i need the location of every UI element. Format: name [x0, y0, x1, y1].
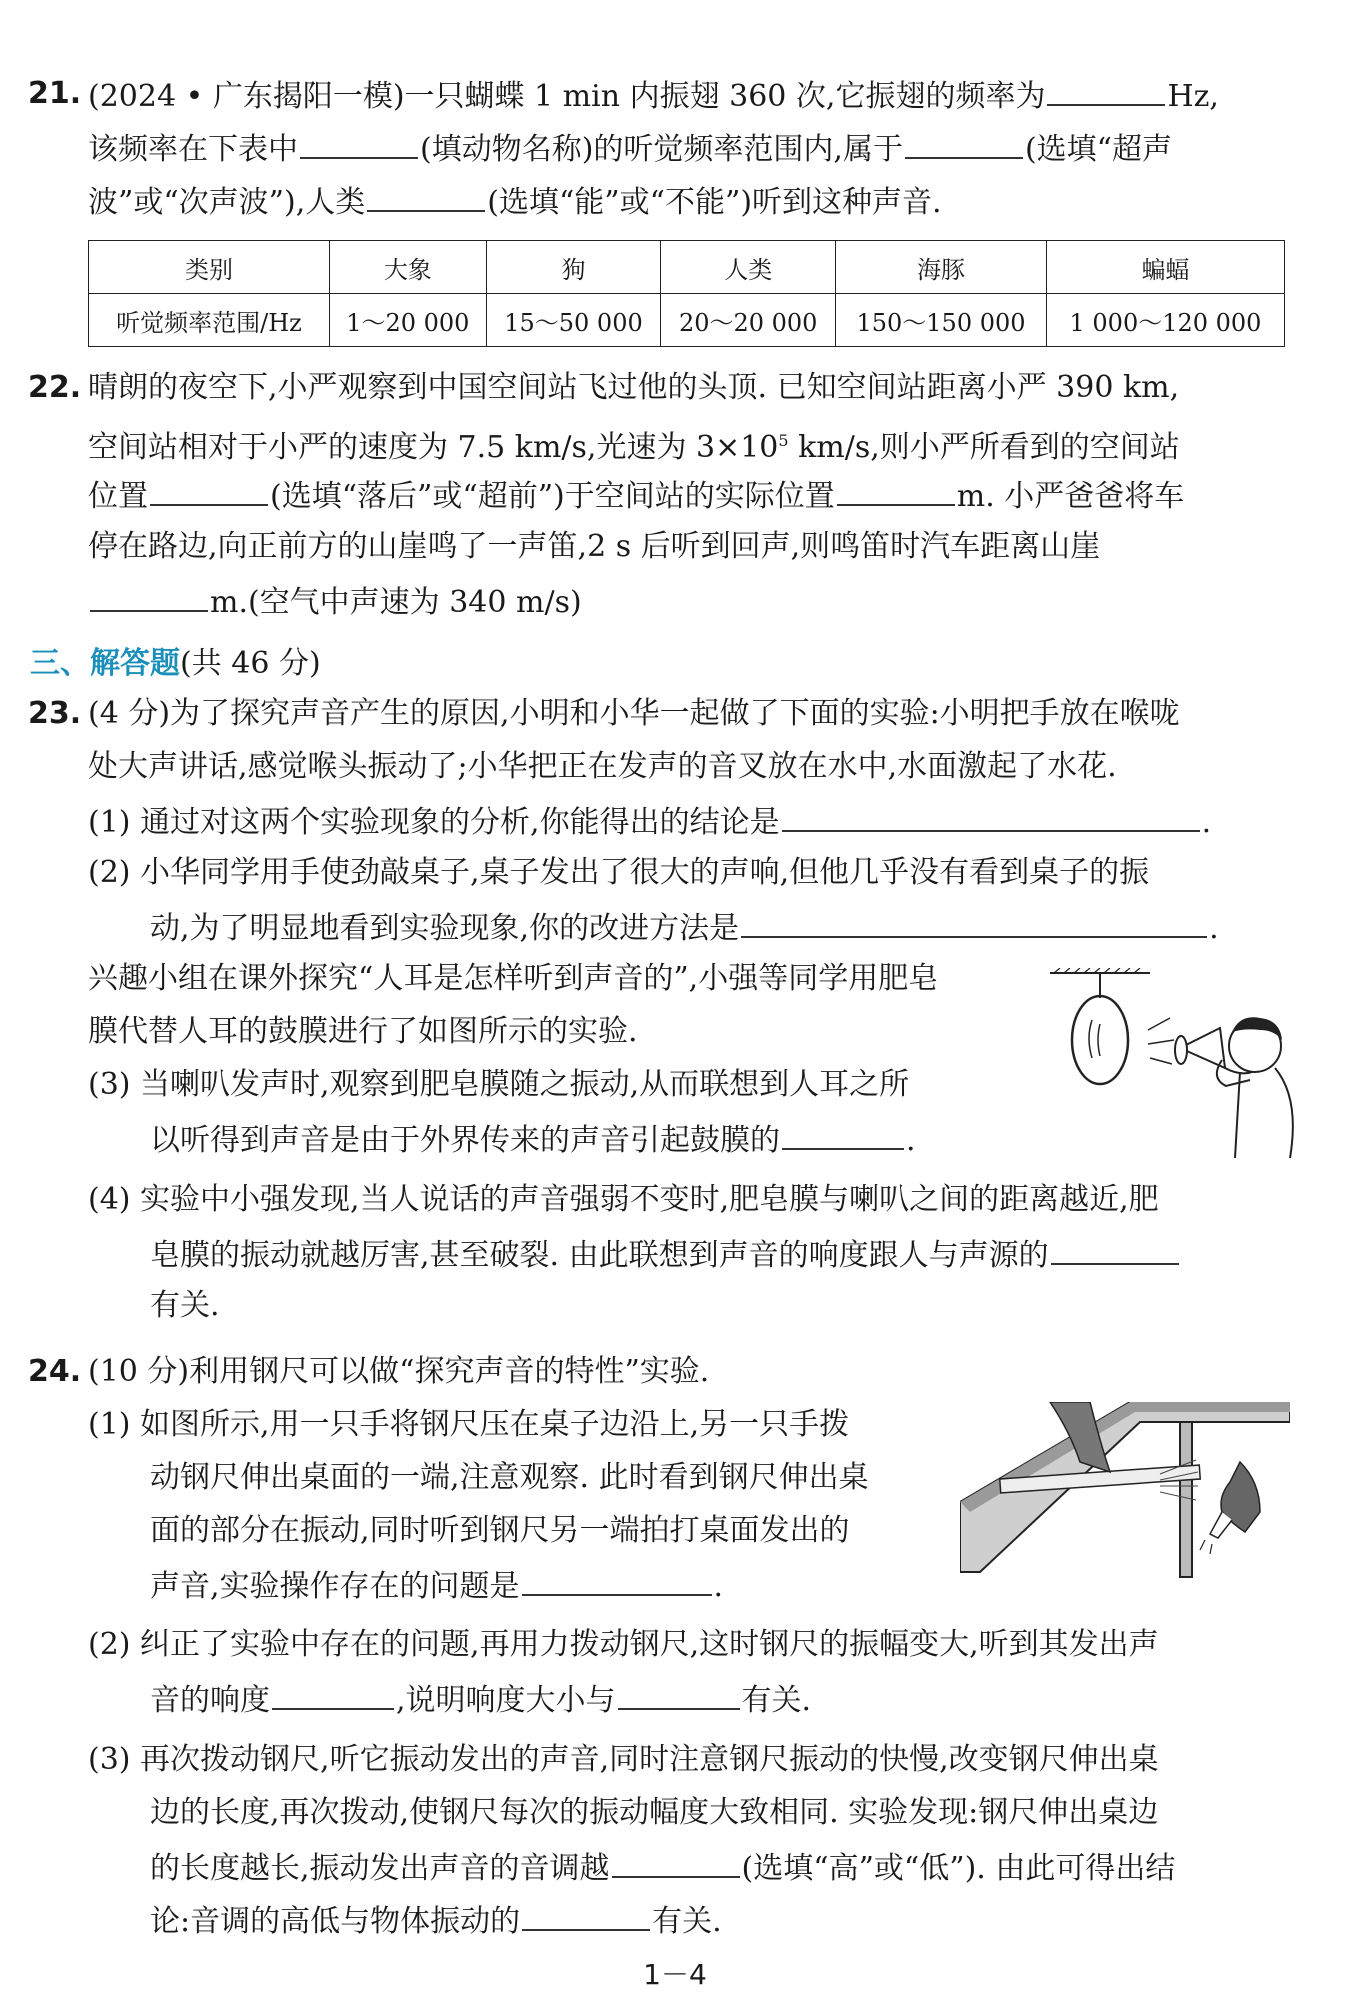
q23-period-3: .	[906, 1123, 916, 1158]
q21-line-1	[88, 74, 1219, 117]
q24-blank-3[interactable]	[618, 1678, 740, 1710]
q24-blank-5[interactable]	[522, 1899, 650, 1931]
q22-text-2b: km/s,则小严所看到的空间站	[788, 430, 1180, 465]
q24-part-2b	[150, 1678, 811, 1721]
table-header-row	[89, 241, 1285, 294]
q21-line-2	[88, 127, 1172, 170]
q24-part-1c: 面的部分在振动,同时听到钢尺另一端拍打桌面发出的	[150, 1513, 850, 1548]
table-cell: 1～20 000	[330, 294, 487, 347]
q23-part-4a: (4) 实验中小强发现,当人说话的声音强弱不变时,肥皂膜与喇叭之间的距离越近,肥	[88, 1182, 1159, 1217]
q24-part-2d-text: 有关.	[741, 1683, 812, 1718]
q24-part-3b: 边的长度,再次拨动,使钢尺每次的振动幅度大致相同. 实验发现:钢尺伸出桌边	[150, 1795, 1159, 1830]
q23-part-1	[88, 800, 1211, 843]
q22-blank-3[interactable]	[90, 580, 208, 612]
q24-blank-1[interactable]	[522, 1564, 712, 1596]
question-24-number: 24.	[28, 1354, 82, 1389]
q23-part-4c: 有关.	[150, 1288, 220, 1323]
q22-line-2	[88, 421, 1180, 468]
q24-part-3f-text: 有关.	[652, 1904, 722, 1939]
q24-blank-2[interactable]	[272, 1678, 394, 1710]
q24-blank-4[interactable]	[612, 1846, 740, 1878]
table-cell: 1 000～120 000	[1046, 294, 1284, 347]
q24-part-3c-text: 的长度越长,振动发出声音的音调越	[150, 1851, 610, 1886]
soap-film-megaphone-figure	[1040, 968, 1300, 1168]
table-cell: 15～50 000	[486, 294, 661, 347]
q23-line-1: (4 分)为了探究声音产生的原因,小明和小华一起做了下面的实验:小明把手放在喉咙	[88, 696, 1180, 731]
q22-line-4: 停在路边,向正前方的山崖鸣了一声笛,2 s 后听到回声,则鸣笛时汽车距离山崖	[88, 529, 1101, 564]
section-3-title: 三、解答题	[30, 646, 180, 681]
q23-part-4b	[150, 1233, 1181, 1276]
q23-period-1: .	[1201, 805, 1212, 840]
q24-part-3c	[150, 1846, 1175, 1889]
q21-text-2b: (填动物名称)的听觉频率范围内,属于	[420, 132, 903, 167]
table-cell: 150～150 000	[836, 294, 1047, 347]
q22-line-5	[88, 580, 582, 623]
q23-part-2b	[150, 906, 1219, 949]
q21-line-3	[88, 180, 942, 223]
q23-blank-4[interactable]	[1051, 1233, 1179, 1265]
q23-part-3b-text: 以听得到声音是由于外界传来的声音引起鼓膜的	[150, 1123, 780, 1158]
q23-intro-1: 兴趣小组在课外探究“人耳是怎样听到声音的”,小强等同学用肥皂	[88, 961, 939, 996]
q24-part-3a: (3) 再次拨动钢尺,听它振动发出的声音,同时注意钢尺振动的快慢,改变钢尺伸出桌	[88, 1742, 1159, 1777]
q24-part-1b: 动钢尺伸出桌面的一端,注意观察. 此时看到钢尺伸出桌	[150, 1460, 869, 1495]
q21-blank-4[interactable]	[367, 180, 485, 212]
table-cell: 20～20 000	[661, 294, 836, 347]
q22-text-3b: (选填“落后”或“超前”)于空间站的实际位置	[270, 479, 835, 514]
q24-part-2c-text: ,说明响度大小与	[396, 1683, 616, 1718]
q21-blank-2[interactable]	[300, 127, 418, 159]
question-22-number: 22.	[28, 370, 82, 405]
table-header-cell: 蝙蝠	[1046, 241, 1284, 294]
q22-text-5: m.(空气中声速为 340 m/s)	[210, 585, 582, 620]
table-header-cell: 人类	[661, 241, 836, 294]
q22-blank-2[interactable]	[837, 474, 955, 506]
q22-text-3c: m. 小严爸爸将车	[956, 479, 1185, 514]
q22-line-1: 晴朗的夜空下,小严观察到中国空间站飞过他的头顶. 已知空间站距离小严 390 km,	[88, 370, 1180, 405]
q21-text-2c: (选填“超声	[1024, 132, 1172, 167]
q22-text-3a: 位置	[88, 479, 148, 514]
page-number: 1－4	[643, 1958, 707, 1991]
q22-exponent: 5	[778, 431, 789, 450]
q22-blank-1[interactable]	[150, 474, 268, 506]
q21-text-3a: 波”或“次声波”),人类	[88, 185, 366, 220]
q24-part-3d-text: (选填“高”或“低”). 由此可得出结	[741, 1851, 1176, 1886]
table-header-cell: 类别	[89, 241, 330, 294]
q24-part-3e	[150, 1899, 722, 1942]
table-row	[89, 294, 1285, 347]
q21-blank-3[interactable]	[905, 127, 1023, 159]
q21-text-2a: 该频率在下表中	[88, 132, 298, 167]
q21-text-3b: (选填“能”或“不能”)听到这种声音.	[487, 185, 942, 220]
table-cell: 听觉频率范围/Hz	[89, 294, 330, 347]
q23-part-1-text: (1) 通过对这两个实验现象的分析,你能得出的结论是	[88, 805, 780, 840]
table-header-cell: 狗	[486, 241, 661, 294]
q21-text-1b: Hz,	[1167, 79, 1219, 114]
q23-blank-3[interactable]	[782, 1118, 904, 1150]
hearing-frequency-table	[88, 240, 1285, 347]
q23-part-3a: (3) 当喇叭发声时,观察到肥皂膜随之振动,从而联想到人耳之所	[88, 1067, 910, 1102]
q24-part-3e-text: 论:音调的高低与物体振动的	[150, 1904, 521, 1939]
q23-intro-2: 膜代替人耳的鼓膜进行了如图所示的实验.	[88, 1014, 638, 1049]
q22-line-3	[88, 474, 1184, 517]
q24-line-1: (10 分)利用钢尺可以做“探究声音的特性”实验.	[88, 1354, 710, 1389]
q22-text-2a: 空间站相对于小严的速度为 7.5 km/s,光速为 3×10	[88, 430, 779, 465]
q23-period-2: .	[1209, 911, 1219, 946]
q23-line-2: 处大声讲话,感觉喉头振动了;小华把正在发声的音叉放在水中,水面激起了水花.	[88, 749, 1117, 784]
section-3-score: (共 46 分)	[180, 646, 321, 681]
q24-part-1a: (1) 如图所示,用一只手将钢尺压在桌子边沿上,另一只手拨	[88, 1407, 850, 1442]
question-21-number: 21.	[28, 76, 82, 111]
q21-blank-1[interactable]	[1047, 74, 1165, 106]
q24-part-1d-text: 声音,实验操作存在的问题是	[150, 1569, 520, 1604]
steel-ruler-table-figure	[960, 1402, 1290, 1582]
q23-blank-2[interactable]	[741, 906, 1207, 938]
question-23-number: 23.	[28, 696, 82, 731]
q24-part-2b-text: 音的响度	[150, 1683, 270, 1718]
table-header-cell: 海豚	[836, 241, 1047, 294]
q23-part-2a: (2) 小华同学用手使劲敲桌子,桌子发出了很大的声响,但他几乎没有看到桌子的振	[88, 855, 1150, 890]
table-header-cell: 大象	[330, 241, 487, 294]
q23-blank-1[interactable]	[782, 800, 1200, 832]
q23-part-2b-text: 动,为了明显地看到实验现象,你的改进方法是	[150, 911, 740, 946]
q24-part-1d	[150, 1564, 723, 1607]
q24-part-2a: (2) 纠正了实验中存在的问题,再用力拨动钢尺,这时钢尺的振幅变大,听到其发出声	[88, 1627, 1159, 1662]
q23-part-3b	[150, 1118, 916, 1161]
q21-text-1a: (2024 • 广东揭阳一模)一只蝴蝶 1 min 内振翅 360 次,它振翅的频率为	[88, 79, 1046, 114]
q24-period-1: .	[713, 1569, 724, 1604]
section-3-heading	[30, 638, 321, 682]
q23-part-4b-text: 皂膜的振动就越厉害,甚至破裂. 由此联想到声音的响度跟人与声源的	[150, 1238, 1049, 1273]
